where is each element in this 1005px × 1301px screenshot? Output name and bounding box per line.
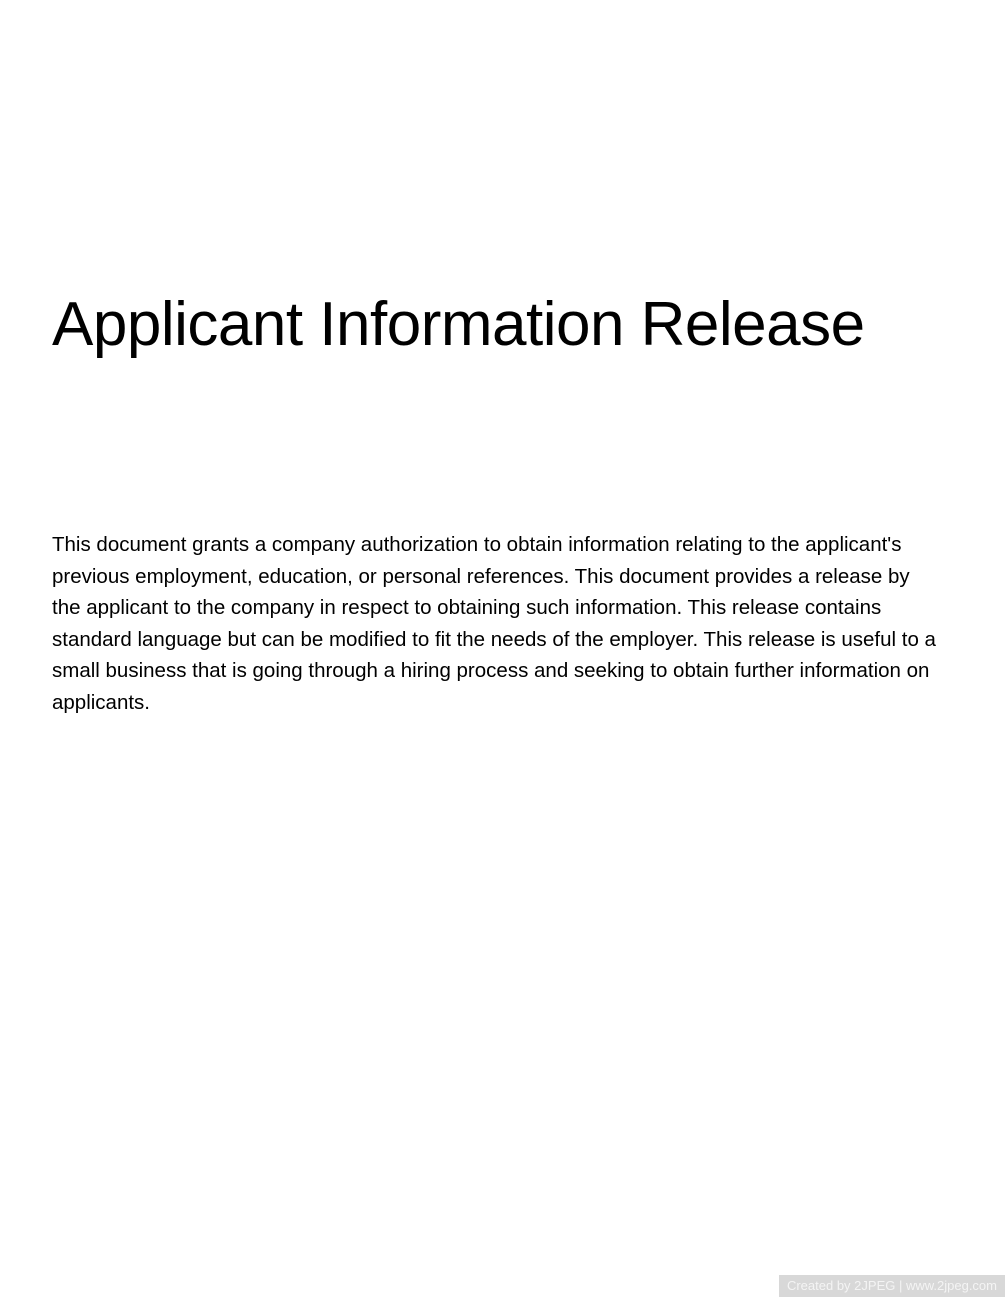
page-title: Applicant Information Release [52,290,865,359]
watermark-label: Created by 2JPEG | www.2jpeg.com [779,1275,1005,1297]
document-description-paragraph: This document grants a company authorization to obtain information relating to the applicant's previous employment, education, or personal references. This document provides a release by the applicant to the company in respect to obtaining such information. This release contains standard language but can be modified to fit the needs of the employer. This release is useful to a small business that is going through a hiring process and seeking to obtain further information on applicants. [52,533,936,714]
